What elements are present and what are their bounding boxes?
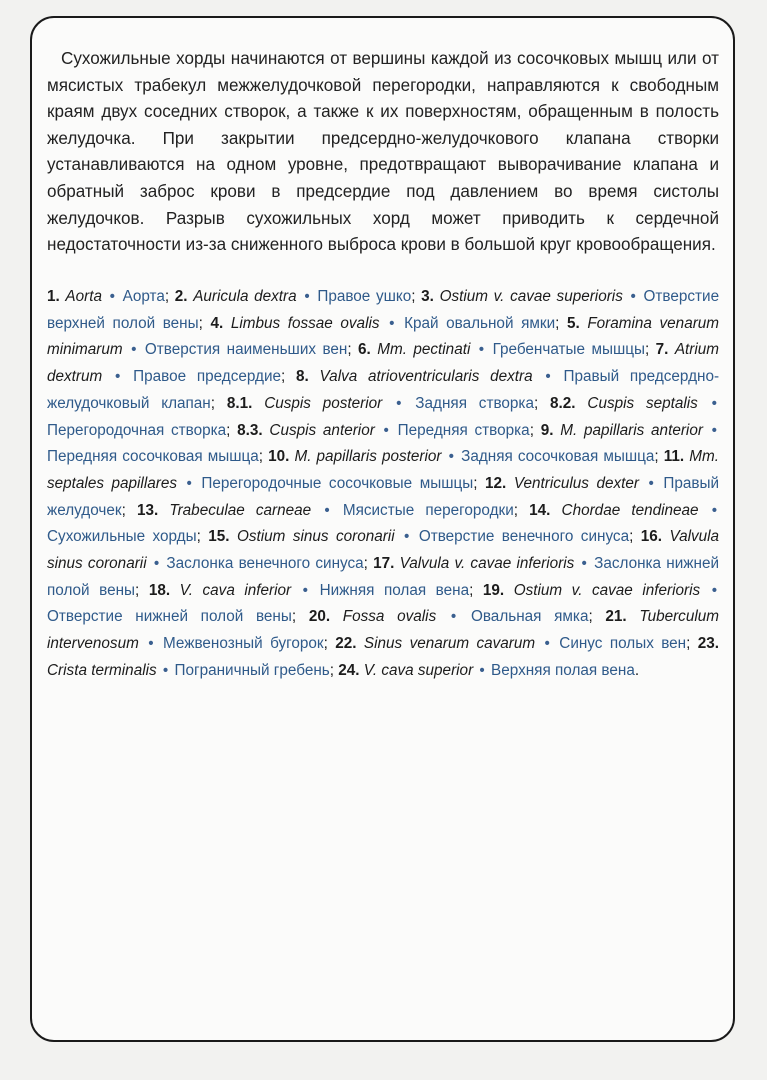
legend-item-latin: Mm. septales papillares <box>47 448 720 492</box>
legend-item-russian: Заслонка нижней полой вены <box>47 555 720 599</box>
legend-item-russian: Задняя створка <box>415 394 534 412</box>
legend-item-latin: Ventriculus dexter <box>513 474 639 492</box>
legend-item-number: 1. <box>47 288 60 305</box>
legend-item-separator: ; <box>654 448 659 466</box>
legend-item-number: 2. <box>174 288 188 305</box>
legend-item-number: 22. <box>335 635 357 653</box>
bullet-icon: • <box>383 421 389 439</box>
legend-item-separator: ; <box>555 314 560 332</box>
legend-item-russian: Правый предсердно-желудочковый клапан <box>47 368 720 412</box>
legend-item-separator: ; <box>210 394 216 412</box>
legend-item-separator: . <box>634 661 640 679</box>
bullet-icon: • <box>115 368 121 386</box>
bullet-icon: • <box>396 394 402 412</box>
legend-item-latin: Ostium v. cavae superioris <box>439 288 623 305</box>
legend-item <box>137 502 518 519</box>
legend-item-latin: Fossa ovalis <box>342 608 437 626</box>
legend-item-number: 19. <box>482 581 505 599</box>
legend-item-number: 15. <box>208 528 230 546</box>
legend-item <box>237 422 534 439</box>
legend-item-latin: Mm. pectinati <box>377 341 471 359</box>
legend-item-russian: Задняя сосочковая мышца <box>461 448 655 466</box>
legend-item-russian: Овальная ямка <box>470 608 589 626</box>
legend-item-separator: ; <box>291 608 297 626</box>
legend-item-number: 5. <box>566 314 580 332</box>
legend-item-separator: ; <box>469 581 474 599</box>
legend-item-number: 3. <box>421 288 434 305</box>
legend-item-number: 8.1. <box>226 394 253 412</box>
legend-item-latin: Chordae tendineae <box>561 501 699 519</box>
bullet-icon: • <box>450 608 457 626</box>
legend-item-russian: Сухожильные хорды <box>47 528 197 546</box>
legend-item-separator: ; <box>363 555 368 573</box>
legend-item-latin: Valvula v. cavae inferioris <box>399 555 575 573</box>
legend-item-number: 8.2. <box>550 394 576 412</box>
bullet-icon: • <box>479 661 485 679</box>
legend-item-russian: Заслонка венечного синуса <box>166 555 364 573</box>
legend-item-russian: Межвенозный бугорок <box>162 635 324 653</box>
bullet-icon: • <box>304 288 310 305</box>
legend-item-separator: ; <box>164 288 170 305</box>
legend-item <box>149 582 474 599</box>
legend-item <box>358 341 649 358</box>
legend-item-russian: Нижняя полая вена <box>319 581 470 599</box>
legend-item-russian: Передняя сосочковая мышца <box>47 448 259 466</box>
legend-item-number: 24. <box>338 661 360 679</box>
legend-item-number: 8.3. <box>237 421 263 439</box>
legend-item-latin: Cuspis septalis <box>587 394 698 412</box>
legend-item-separator: ; <box>529 421 534 439</box>
bullet-icon: • <box>711 581 718 599</box>
bullet-icon: • <box>545 368 551 386</box>
bullet-icon: • <box>404 528 410 546</box>
legend-item-number: 18. <box>148 581 171 599</box>
bullet-icon: • <box>711 421 718 439</box>
bullet-icon: • <box>389 314 395 332</box>
bullet-icon: • <box>711 394 718 412</box>
legend-item <box>175 288 416 305</box>
legend-item-number: 23. <box>697 635 720 653</box>
legend-item-russian: Отверстие нижней полой вены <box>47 608 292 626</box>
legend-item-latin: Cuspis posterior <box>264 394 383 412</box>
legend-item-latin: V. cava inferior <box>179 581 292 599</box>
legend-item-separator: ; <box>281 368 286 386</box>
legend-item-separator: ; <box>533 394 539 412</box>
legend-item-number: 20. <box>308 608 331 626</box>
legend-item-russian: Отверстия наименьших вен <box>144 341 348 359</box>
bullet-icon: • <box>302 581 309 599</box>
legend-item-number: 14. <box>529 501 551 519</box>
bullet-icon: • <box>162 661 169 679</box>
legend-item-latin: M. papillaris posterior <box>294 448 442 466</box>
legend-item <box>227 395 538 412</box>
bullet-icon: • <box>324 501 330 519</box>
bullet-icon: • <box>153 555 160 573</box>
legend-item-separator: ; <box>347 341 352 359</box>
legend-paragraph <box>47 284 719 685</box>
legend-item-latin: Atrium dextrum <box>47 341 720 386</box>
legend-item-separator: ; <box>686 635 691 653</box>
legend-item-separator: ; <box>198 314 203 332</box>
legend-item-russian: Гребенчатые мышцы <box>492 341 645 359</box>
bullet-icon: • <box>109 288 115 305</box>
legend-item-russian: Правое ушко <box>317 288 412 305</box>
legend-item-russian: Правый желудочек <box>47 474 720 519</box>
bullet-icon: • <box>630 288 636 305</box>
legend-item <box>268 448 659 465</box>
legend-item-russian: Верхняя полая вена <box>491 661 635 679</box>
bullet-icon: • <box>711 501 718 519</box>
bullet-icon: • <box>581 555 587 573</box>
legend-item <box>338 662 639 679</box>
legend-item-latin: Aorta <box>65 288 102 305</box>
legend-item-latin: Sinus venarum cavarum <box>363 635 536 653</box>
legend-item-separator: ; <box>121 501 126 519</box>
legend-item-latin: Ostium sinus coronarii <box>236 528 395 546</box>
legend-item-separator: ; <box>411 288 416 305</box>
legend-item-number: 8. <box>296 368 309 386</box>
legend-item-latin: Cuspis anterior <box>269 421 375 439</box>
legend-item-number: 16. <box>640 528 663 546</box>
legend-item-separator: ; <box>135 581 140 599</box>
legend-item-latin: Limbus fossae ovalis <box>230 314 380 332</box>
legend-item-latin: V. cava superior <box>363 661 474 679</box>
legend-item <box>210 315 559 332</box>
bullet-icon: • <box>544 635 550 653</box>
bullet-icon: • <box>448 448 454 466</box>
legend-item-separator: ; <box>588 608 593 626</box>
legend-item-latin: Ostium v. cavae inferioris <box>513 581 701 599</box>
legend-item-latin: Crista terminalis <box>47 661 157 679</box>
legend-item-latin: Valvula sinus coronarii <box>47 528 720 573</box>
legend-item-russian: Отверстие верхней полой вены <box>47 288 720 332</box>
legend-item-russian: Аорта <box>122 288 165 305</box>
legend-item-separator: ; <box>629 528 634 546</box>
legend-item-latin: Trabeculae carneae <box>169 501 312 519</box>
legend-item-number: 21. <box>605 608 627 626</box>
legend-item-russian: Передняя створка <box>397 421 530 439</box>
legend-item-russian: Отверстие венечного синуса <box>418 528 630 546</box>
legend-item-russian: Перегородочная створка <box>47 421 227 439</box>
legend-item-latin: M. papillaris anterior <box>560 421 703 439</box>
legend-item <box>335 635 690 652</box>
legend-item-latin: Auricula dextra <box>193 288 297 305</box>
legend-item-separator: ; <box>258 448 264 466</box>
bullet-icon: • <box>648 474 654 492</box>
legend-item-russian: Правое предсердие <box>133 368 282 386</box>
legend-item-russian: Край овальной ямки <box>404 314 556 332</box>
legend-item-russian: Перегородочные сосочковые мышцы <box>201 474 474 492</box>
legend-item-latin: Tuberculum intervenosum <box>47 608 719 653</box>
legend-item-number: 7. <box>655 341 669 359</box>
legend-item-latin: Valva atrioventricularis dextra <box>319 368 533 386</box>
legend-item <box>309 608 593 625</box>
legend-item-number: 6. <box>358 341 371 359</box>
legend-item-separator: ; <box>644 341 650 359</box>
legend-item <box>47 288 169 305</box>
bullet-icon: • <box>478 341 485 359</box>
legend-item-number: 11. <box>663 448 685 466</box>
legend-item-separator: ; <box>196 528 201 546</box>
legend-item-separator: ; <box>473 474 478 492</box>
legend-item-number: 13. <box>136 501 159 519</box>
bullet-icon: • <box>186 474 192 492</box>
legend-item-russian: Пограничный гребень <box>174 661 330 679</box>
legend-item-separator: ; <box>323 635 328 653</box>
legend-item-number: 17. <box>373 555 395 573</box>
bullet-icon: • <box>148 635 154 653</box>
legend-item <box>208 528 633 545</box>
legend-item-separator: ; <box>513 501 518 519</box>
bullet-icon: • <box>131 341 137 359</box>
legend-item-number: 9. <box>540 421 554 439</box>
legend-item-russian: Синус полых вен <box>559 635 687 653</box>
legend-item-latin: Foramina venarum minimarum <box>47 314 720 359</box>
legend-item-number: 12. <box>485 474 507 492</box>
legend-item-number: 4. <box>210 314 224 332</box>
legend-item-number: 10. <box>268 448 290 466</box>
legend-item-russian: Мясистые перегородки <box>342 501 514 519</box>
legend-item-separator: ; <box>226 421 231 439</box>
intro-paragraph: Сухожильные хорды начинаются от вершины каждой из сосочковых мышц или от мясистых трабекул межжелудочковой перегородки, направляются к свободным краям двух соседних створок, а также к их поверхностям, обращенным в полость желудочка. При закрытии предсердно-желудочкового клапана створки устанавливаются на одном уровне, предотвращают выворачивание клапана и обратный заброс крови в предсердие под давлением во время систолы желудочков. Разрыв сухожильных хорд может приводить к сердечной недостаточности из-за сниженного выброса крови в большой круг кровообращения. <box>47 49 719 255</box>
legend-item-separator: ; <box>329 661 334 679</box>
